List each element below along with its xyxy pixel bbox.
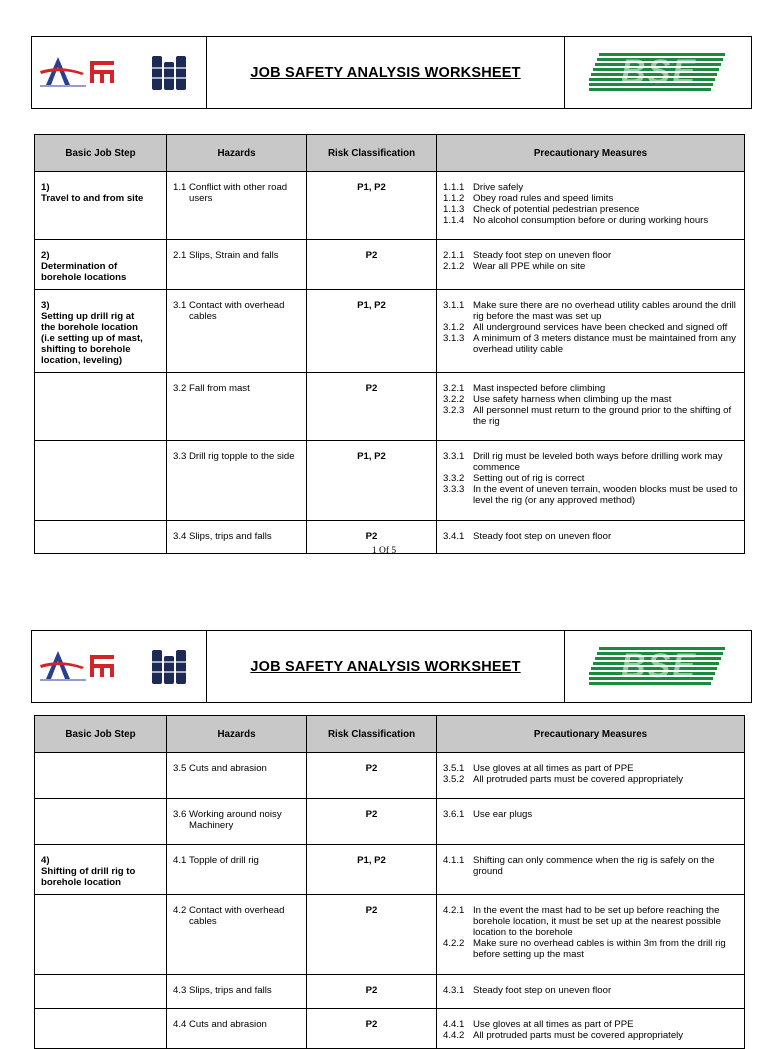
job-step-text: Setting up drill rig at the borehole location (i.e setting up of mast, shifting to borehole location, leveling) <box>41 311 143 366</box>
col-header-hazards: Hazards <box>167 135 307 172</box>
brand-logo <box>564 631 751 702</box>
hazard-number: 4.1 <box>173 855 187 866</box>
measure-number: 2.1.2 <box>443 261 465 272</box>
risk-classification: P2 <box>307 521 437 554</box>
measure-item <box>443 855 738 877</box>
col-header-measures: Precautionary Measures <box>437 135 745 172</box>
measure-number: 1.1.4 <box>443 215 465 226</box>
job-step-number: 4) <box>41 855 50 866</box>
hazard-number: 3.4 <box>173 531 187 542</box>
hazard-cell <box>167 845 307 895</box>
hazard-number: 4.4 <box>173 1019 187 1030</box>
hazard-number: 2.1 <box>173 250 187 261</box>
table-body <box>35 753 745 1049</box>
hazard-number: 3.3 <box>173 451 187 462</box>
job-step-cell <box>35 895 167 975</box>
measure-number: 4.2.2 <box>443 938 465 949</box>
measure-text: All protruded parts must be covered appropriately <box>473 774 684 785</box>
measure-text: Drill rig must be leveled both ways before drilling work may commence <box>473 451 723 473</box>
measure-text: In the event of uneven terrain, wooden blocks must be used to level the rig (or any approved method) <box>473 484 738 506</box>
svg-text:BSE: BSE <box>621 647 697 685</box>
hazard-text: Contact with overhead cables <box>189 300 285 322</box>
risk-classification: P1, P2 <box>307 441 437 521</box>
measure-text: Wear all PPE while on site <box>473 261 586 272</box>
measure-number: 1.1.2 <box>443 193 465 204</box>
precautionary-measures-cell <box>437 1009 745 1049</box>
measure-text: All personnel must return to the ground prior to the shifting of the rig <box>473 405 732 427</box>
risk-classification: P2 <box>307 240 437 290</box>
svg-text:BSE: BSE <box>621 53 697 91</box>
measure-number: 1.1.1 <box>443 182 465 193</box>
job-step-cell <box>35 799 167 845</box>
hazard-text: Working around noisy Machinery <box>189 809 282 831</box>
measure-text: Steady foot step on uneven floor <box>473 250 612 261</box>
hazard-cell <box>167 975 307 1009</box>
measure-number: 4.4.2 <box>443 1030 465 1041</box>
precautionary-measures-cell <box>437 753 745 799</box>
company-logo-a <box>38 649 88 683</box>
measure-item <box>443 809 738 820</box>
col-header-risk: Risk Classification <box>307 135 437 172</box>
company-logo-gm <box>88 653 118 679</box>
col-header-hazards: Hazards <box>167 716 307 753</box>
hazard-text: Slips, Strain and falls <box>189 250 279 261</box>
hazard-text: Drill rig topple to the side <box>189 451 295 462</box>
measure-number: 3.3.2 <box>443 473 465 484</box>
job-step-cell <box>35 1009 167 1049</box>
hazard-number: 3.6 <box>173 809 187 820</box>
measure-text: All underground services have been checked and signed off <box>473 322 728 333</box>
risk-classification: P2 <box>307 975 437 1009</box>
table-row <box>35 799 745 845</box>
risk-classification: P2 <box>307 1009 437 1049</box>
hazard-text: Slips, trips and falls <box>189 985 272 996</box>
precautionary-measures-cell <box>437 799 745 845</box>
col-header-step: Basic Job Step <box>35 716 167 753</box>
job-step-number: 2) <box>41 250 50 261</box>
measure-text: Obey road rules and speed limits <box>473 193 614 204</box>
measure-text: Setting out of rig is correct <box>473 473 585 484</box>
measure-text: Drive safely <box>473 182 524 193</box>
table-row <box>35 753 745 799</box>
measure-number: 3.1.2 <box>443 322 465 333</box>
hazard-text: Slips, trips and falls <box>189 531 272 542</box>
measure-text: Mast inspected before climbing <box>473 383 606 394</box>
measure-number: 3.1.1 <box>443 300 465 311</box>
measure-text: Make sure there are no overhead utility cables around the drill rig before the mast was set up <box>473 300 736 322</box>
measure-item <box>443 763 738 774</box>
hazard-cell <box>167 1009 307 1049</box>
measure-number: 1.1.3 <box>443 204 465 215</box>
company-logo-blocks <box>150 648 190 686</box>
precautionary-measures-cell <box>437 845 745 895</box>
risk-classification: P1, P2 <box>307 845 437 895</box>
document-title: JOB SAFETY ANALYSIS WORKSHEET <box>250 64 521 81</box>
measure-text: All protruded parts must be covered appropriately <box>473 1030 684 1041</box>
precautionary-measures-cell <box>437 975 745 1009</box>
measure-text: Check of potential pedestrian presence <box>473 204 640 215</box>
measure-text: Shifting can only commence when the rig is safely on the ground <box>473 855 715 877</box>
measure-text: In the event the mast had to be set up before reaching the borehole location, it must be set up at the nearest possible location to the borehole <box>473 905 721 938</box>
measure-number: 2.1.1 <box>443 250 465 261</box>
risk-classification: P2 <box>307 753 437 799</box>
measure-number: 3.5.2 <box>443 774 465 785</box>
risk-classification: P2 <box>307 799 437 845</box>
job-step-cell <box>35 975 167 1009</box>
measure-item <box>443 774 738 785</box>
measure-number: 3.4.1 <box>443 531 465 542</box>
measure-number: 3.5.1 <box>443 763 465 774</box>
measure-item <box>443 1030 738 1041</box>
measure-item <box>443 1019 738 1030</box>
hazard-text: Cuts and abrasion <box>189 763 267 774</box>
table-row <box>35 1009 745 1049</box>
measure-number: 3.6.1 <box>443 809 465 820</box>
risk-classification: P1, P2 <box>307 172 437 240</box>
col-header-step: Basic Job Step <box>35 135 167 172</box>
job-step-cell <box>35 845 167 895</box>
risk-classification: P1, P2 <box>307 290 437 373</box>
hazard-number: 1.1 <box>173 182 187 193</box>
hazard-text: Contact with overhead cables <box>189 905 285 927</box>
measure-number: 4.4.1 <box>443 1019 465 1030</box>
hazard-number: 3.1 <box>173 300 187 311</box>
table-row <box>35 845 745 895</box>
measure-number: 3.2.1 <box>443 383 465 394</box>
bse-logo <box>589 645 729 689</box>
hazard-text: Topple of drill rig <box>189 855 259 866</box>
page-number: 1 Of 5 <box>371 546 397 556</box>
measure-number: 4.3.1 <box>443 985 465 996</box>
job-step-number: 1) <box>41 182 50 193</box>
table-row <box>35 895 745 975</box>
measure-text: Steady foot step on uneven floor <box>473 985 612 996</box>
measure-number: 4.2.1 <box>443 905 465 916</box>
measure-item <box>443 905 738 938</box>
hazard-cell <box>167 895 307 975</box>
risk-classification: P2 <box>307 895 437 975</box>
measure-number: 3.1.3 <box>443 333 465 344</box>
table-header-row <box>35 716 745 753</box>
job-step-text: Shifting of drill rig to borehole location <box>41 866 136 888</box>
measure-item <box>443 938 738 960</box>
hazard-text: Fall from mast <box>189 383 250 394</box>
hazard-number: 3.5 <box>173 763 187 774</box>
hazard-text: Cuts and abrasion <box>189 1019 267 1030</box>
hazard-number: 4.2 <box>173 905 187 916</box>
header-logos <box>32 631 207 702</box>
measure-text: Use safety harness when climbing up the mast <box>473 394 672 405</box>
measure-number: 3.3.1 <box>443 451 465 462</box>
hazard-number: 3.2 <box>173 383 187 394</box>
job-step-text: Travel to and from site <box>41 193 144 204</box>
measure-text: No alcohol consumption before or during working hours <box>473 215 709 226</box>
measure-text: Use gloves at all times as part of PPE <box>473 1019 634 1030</box>
worksheet-header <box>31 630 752 703</box>
table-row <box>35 975 745 1009</box>
measure-text: Steady foot step on uneven floor <box>473 531 612 542</box>
measure-text: Make sure no overhead cables is within 3m from the drill rig before setting up the mast <box>473 938 726 960</box>
hazard-text: Conflict with other road users <box>189 182 288 204</box>
precautionary-measures-cell <box>437 895 745 975</box>
jsa-table-page-2 <box>34 715 745 1049</box>
hazard-number: 4.3 <box>173 985 187 996</box>
document-title: JOB SAFETY ANALYSIS WORKSHEET <box>250 658 521 675</box>
job-step-number: 3) <box>41 300 50 311</box>
measure-number: 3.2.2 <box>443 394 465 405</box>
hazard-cell <box>167 799 307 845</box>
col-header-risk: Risk Classification <box>307 716 437 753</box>
risk-classification: P2 <box>307 373 437 441</box>
measure-number: 3.3.3 <box>443 484 465 495</box>
measure-number: 4.1.1 <box>443 855 465 866</box>
col-header-measures: Precautionary Measures <box>437 716 745 753</box>
measure-number: 3.2.3 <box>443 405 465 416</box>
hazard-cell <box>167 753 307 799</box>
job-step-cell <box>35 753 167 799</box>
measure-text: Use ear plugs <box>473 809 533 820</box>
job-step-text: Determination of borehole locations <box>41 261 127 283</box>
measure-text: A minimum of 3 meters distance must be maintained from any overhead utility cable <box>473 333 736 355</box>
measure-item <box>443 985 738 996</box>
measure-text: Use gloves at all times as part of PPE <box>473 763 634 774</box>
